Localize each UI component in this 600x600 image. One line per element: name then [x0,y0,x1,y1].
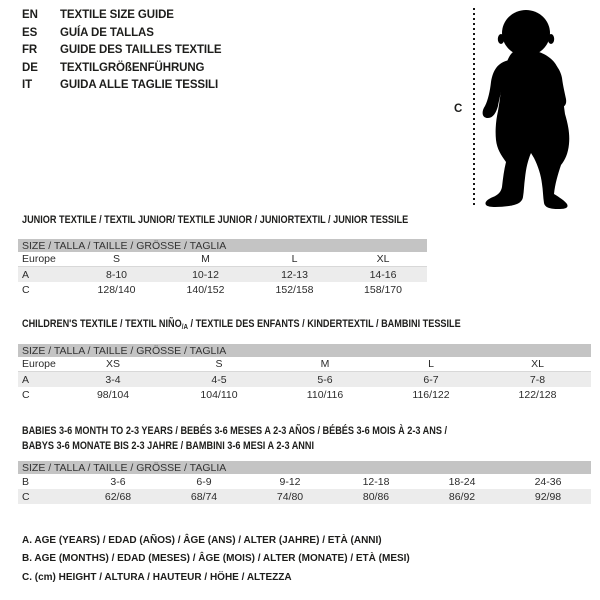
children-title-subscript: /A [181,322,188,331]
footnote-c: C. (cm) HEIGHT / ALTURA / HAUTEUR / HÖHE / ALTEZZA [22,571,292,583]
footnote-a: A. AGE (YEARS) / EDAD (AÑOS) / ÂGE (ANS) / ALTER (JAHRE) / ETÀ (ANNI) [22,535,382,546]
language-row-en [22,7,222,25]
table-cell: 6-7 [423,373,439,386]
size-header-bar: SIZE / TALLA / TAILLE / GRÖSSE / TAGLIA [22,239,227,252]
table-cell: 8-10 [105,268,127,281]
table-cell: 9-12 [279,475,301,488]
language-label: GUÍA DE TALLAS [60,26,154,39]
table-row-europe [18,357,591,372]
language-row-es [22,25,222,43]
table-cell: 14-16 [369,268,397,281]
table-cell: 12-18 [362,475,390,488]
table-cell: 122/128 [518,388,557,401]
table-cell: 7-8 [529,373,546,386]
children-title-text [22,318,461,333]
table-cell: S [72,252,161,267]
babies-section-title [22,424,534,454]
table-cell: 104/110 [200,388,238,401]
language-label: TEXTILE SIZE GUIDE [60,9,174,21]
language-label: TEXTILGRÖßENFÜHRUNG [60,61,205,74]
footnotes [22,532,410,587]
table-cell: 10-12 [192,268,219,281]
language-code: ES [22,26,38,39]
table-cell: 3-4 [105,373,121,386]
table-cell: XS [60,357,166,372]
table-cell: A [22,373,30,386]
table-row-c [18,387,591,402]
children-title-pre: CHILDREN'S TEXTILE / TEXTIL NIÑO [22,318,182,330]
table-cell: 98/104 [96,388,130,401]
children-section-title [22,318,551,333]
language-label: GUIDE DES TAILLES TEXTILE [60,44,222,57]
language-row-de [22,60,222,78]
table-cell: 128/140 [97,283,136,296]
table-cell: 62/68 [104,490,132,503]
footnote-b: B. AGE (MONTHS) / EDAD (MESES) / ÂGE (MOIS) / ALTER (MONATE) / ETÀ (MESI) [22,553,410,565]
table-row-b [18,474,591,489]
table-cell: XL [339,252,427,267]
language-code: FR [22,44,38,57]
table-cell: C [22,490,30,503]
table-row-c [18,489,591,504]
table-cell: M [272,357,378,372]
table-cell: Europe [18,252,72,267]
table-row-a [18,372,591,388]
table-cell: 158/170 [364,283,402,296]
table-cell: 92/98 [534,490,562,503]
language-label: GUIDA ALLE TAGLIE TESSILI [60,79,219,92]
table-cell: 116/122 [412,388,450,401]
language-code: IT [22,79,33,92]
table-cell: 74/80 [276,490,304,503]
language-list [22,7,222,95]
table-cell: M [161,252,250,267]
table-cell: A [22,268,30,281]
size-header-bar: SIZE / TALLA / TAILLE / GRÖSSE / TAGLIA [22,344,227,357]
size-header-row [18,461,591,474]
table-cell: 140/152 [186,283,225,296]
table-cell: 3-6 [110,475,126,488]
junior-section-title [22,214,487,227]
table-cell: S [166,357,272,372]
size-header-bar: SIZE / TALLA / TAILLE / GRÖSSE / TAGLIA [22,461,227,474]
babies-size-table [18,461,591,504]
table-cell: L [378,357,484,372]
table-cell: 152/158 [275,283,314,296]
table-cell: C [22,388,30,401]
table-cell: L [250,252,339,267]
children-title-post: / TEXTILE DES ENFANTS / KINDERTEXTIL / BAMBINI TESSILE [187,318,461,330]
table-cell: 24-36 [534,475,562,488]
table-cell: 4-5 [211,373,227,386]
size-header-row [18,344,591,357]
language-row-fr [22,42,222,60]
table-cell: Europe [18,357,60,372]
height-dotted-line [473,8,475,208]
table-cell: C [22,283,30,296]
table-cell: B [22,475,30,488]
language-row-it [22,77,222,95]
table-cell: 18-24 [448,475,476,488]
table-row-c [18,282,427,297]
table-cell: 110/116 [306,388,344,401]
table-cell: 12-13 [281,268,308,281]
table-cell: 86/92 [448,490,476,503]
language-code: DE [22,61,38,74]
children-size-table [18,344,591,402]
table-cell: 5-6 [317,373,333,386]
junior-size-table [18,239,427,297]
babies-title-line2: BABYS 3-6 MONATE BIS 2-3 JAHRE / BAMBINI 3-6 MESI A 2-3 ANNI [22,440,315,453]
table-row-a [18,267,427,283]
babies-title-line1: BABIES 3-6 MONTH TO 2-3 YEARS / BEBÉS 3-6 MESES A 2-3 AÑOS / BÉBÉS 3-6 MOIS À 2-3 ANS / [22,425,447,437]
table-cell: XL [484,357,591,372]
table-cell: 68/74 [190,490,218,503]
height-marker-label: C [454,103,463,115]
baby-silhouette-icon [480,8,574,210]
language-code: EN [22,9,38,21]
table-cell: 80/86 [362,490,390,503]
size-header-row [18,239,427,252]
table-cell: 6-9 [196,475,212,488]
junior-title-text: JUNIOR TEXTILE / TEXTIL JUNIOR/ TEXTILE JUNIOR / JUNIORTEXTIL / JUNIOR TESSILE [22,214,409,226]
table-row-europe [18,252,427,267]
